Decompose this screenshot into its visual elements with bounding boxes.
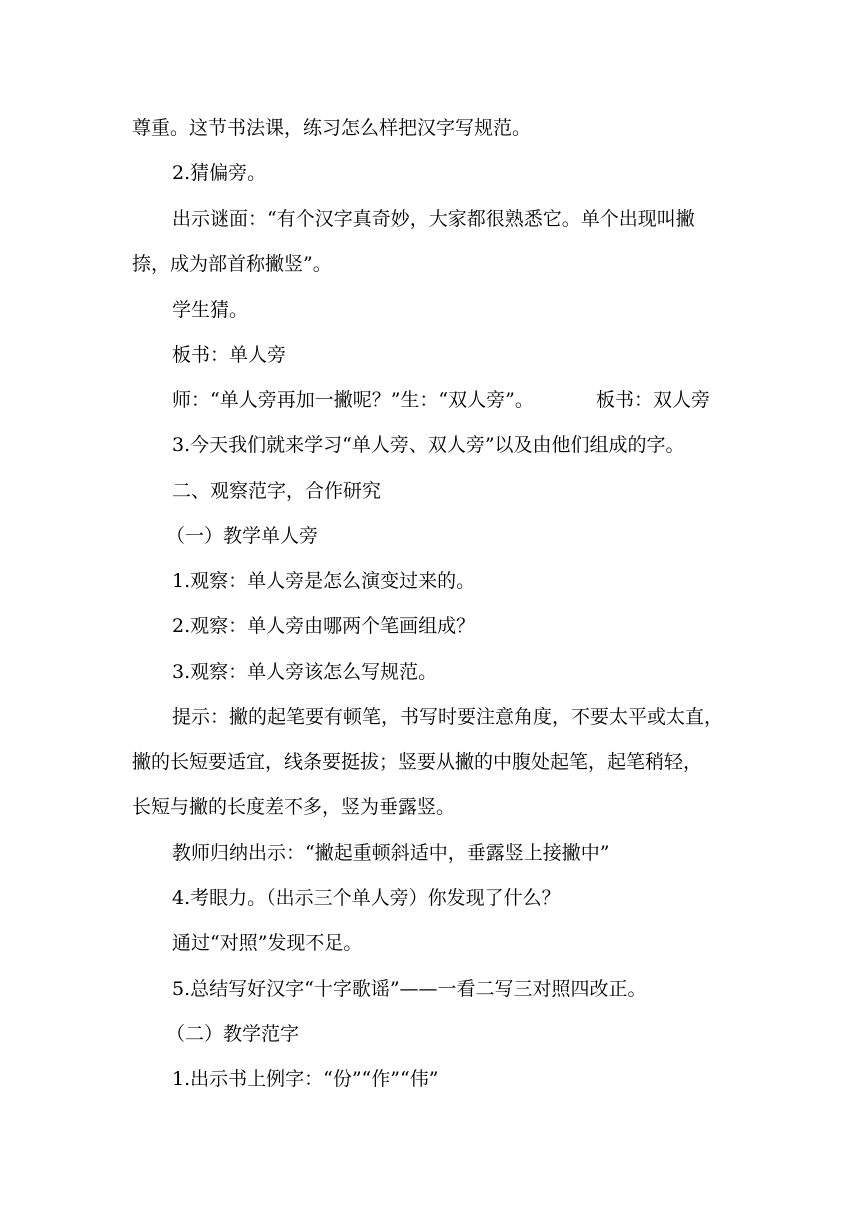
paragraph-compare: 通过“对照”发现不足。	[172, 932, 363, 954]
paragraph-guess-radical: 2.猜偏旁。	[172, 162, 267, 184]
paragraph-today-learn: 3.今天我们就来学习“单人旁、双人旁”以及由他们组成的字。	[172, 434, 685, 456]
paragraph-students-guess: 学生猜。	[172, 299, 249, 321]
paragraph-teacher-question: 师：“单人旁再加一撇呢？”生：“双人旁”。	[172, 389, 534, 411]
paragraph-teacher-summary: 教师归纳出示：“撇起重顿斜适中，垂露竖上接撇中”	[172, 842, 610, 864]
paragraph-observe-1: 1.观察：单人旁是怎么演变过来的。	[172, 570, 476, 592]
paragraph-continuation: 尊重。这节书法课，练习怎么样把汉字写规范。	[132, 117, 532, 139]
paragraph-board-double: 板书：双人旁	[596, 389, 711, 411]
paragraph-board-single: 板书：单人旁	[172, 344, 287, 366]
paragraph-show-examples: 1.出示书上例字：“份”“作”“伟”	[172, 1068, 439, 1090]
paragraph-riddle-line2: 捺，成为部首称撇竖”。	[132, 253, 332, 275]
paragraph-tip-line1: 提示：撇的起笔要有顿笔，书写时要注意角度，不要太平或太直，	[172, 706, 724, 728]
section-heading-observe: 二、观察范字，合作研究	[172, 480, 382, 502]
paragraph-observe-3: 3.观察：单人旁该怎么写规范。	[172, 661, 438, 683]
subsection-heading-examples: （二）教学范字	[166, 1023, 300, 1045]
paragraph-observe-2: 2.观察：单人旁由哪两个笔画组成？	[172, 615, 476, 637]
subsection-heading-single: （一）教学单人旁	[166, 525, 319, 547]
paragraph-song-summary: 5.总结写好汉字“十字歌谣”——一看二写三对照四改正。	[172, 978, 647, 1000]
paragraph-test-eyes: 4.考眼力。（出示三个单人旁）你发现了什么？	[172, 887, 561, 909]
paragraph-tip-line2: 撇的长短要适宜，线条要挺拔；竖要从撇的中腹处起笔，起笔稍轻，	[132, 751, 703, 773]
paragraph-tip-line3: 长短与撇的长度差不多，竖为垂露竖。	[132, 796, 456, 818]
paragraph-riddle-line1: 出示谜面：“有个汉字真奇妙，大家都很熟悉它。单个出现叫撇	[172, 208, 695, 230]
